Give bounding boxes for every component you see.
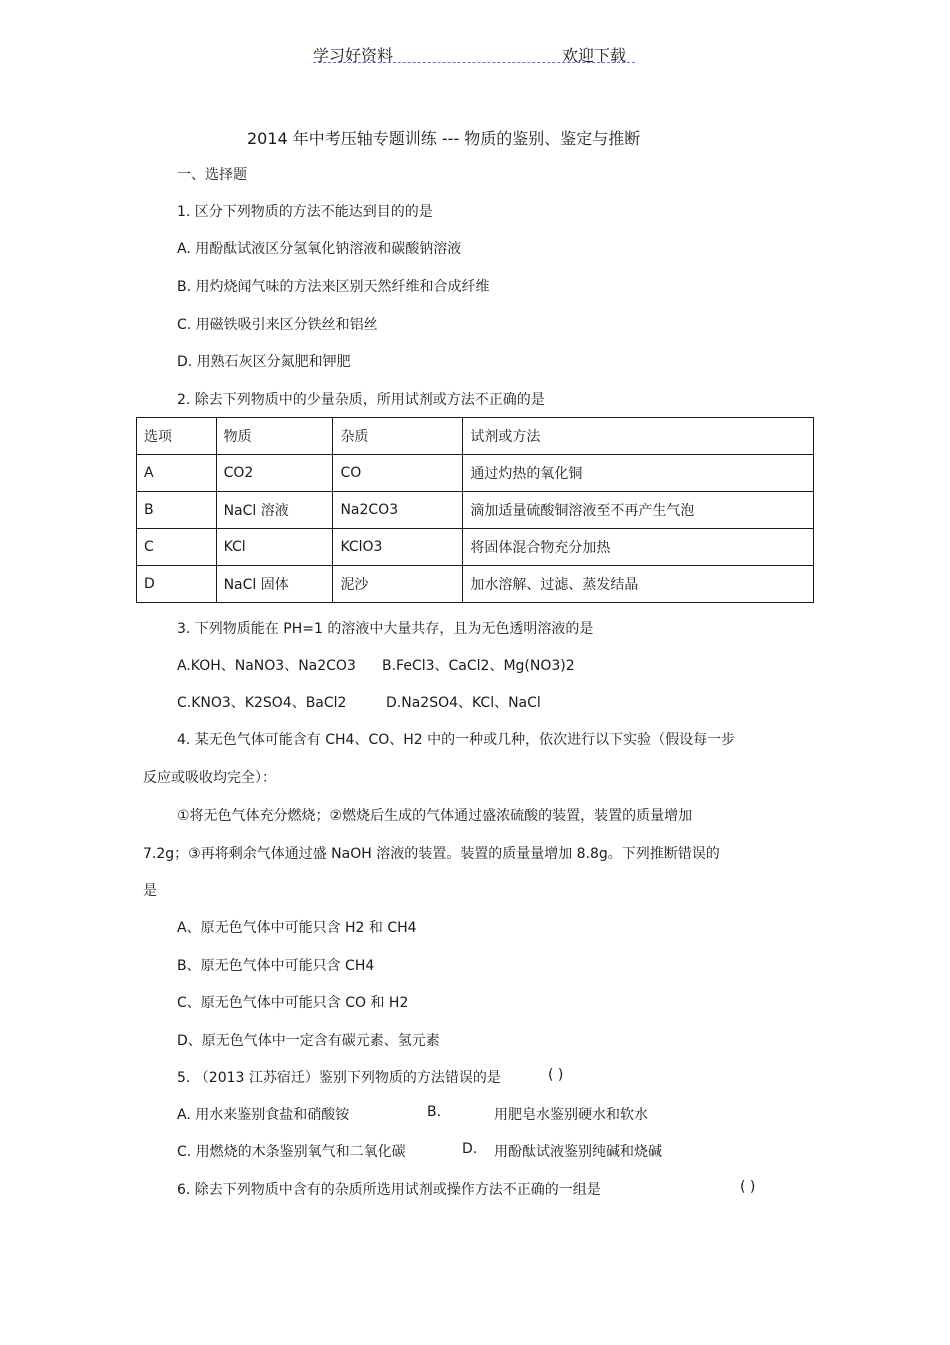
header-divider (313, 62, 635, 63)
q5-answer-paren: ( ) (548, 1067, 564, 1083)
q4-stem-line1: 4. 某无色气体可能含有 CH4、CO、H2 中的一种或几种，依次进行以下实验（假设每一步 (177, 732, 736, 748)
q3-stem: 3. 下列物质能在 PH=1 的溶液中大量共存，且为无色透明溶液的是 (177, 621, 594, 637)
q6-answer-paren: ( ) (740, 1179, 756, 1195)
q1-option-b: B. 用灼烧闻气味的方法来区别天然纤维和合成纤维 (177, 279, 490, 295)
table-row (137, 492, 814, 529)
q1-option-a: A. 用酚酞试液区分氢氧化钠溶液和碳酸钠溶液 (177, 241, 462, 257)
table-cell: 将固体混合物充分加热 (463, 529, 814, 566)
q4-option-d: D、原无色气体中一定含有碳元素、氢元素 (177, 1033, 440, 1049)
table-header-row (137, 418, 814, 455)
q3-option-a: A.KOH、NaNO3、Na2CO3 (177, 658, 356, 674)
q1-stem: 1. 区分下列物质的方法不能达到目的的是 (177, 204, 433, 220)
table-cell: D (137, 566, 217, 603)
table-header-cell: 物质 (216, 418, 333, 455)
table-cell: 泥沙 (333, 566, 463, 603)
q1-option-c: C. 用磁铁吸引来区分铁丝和铝丝 (177, 317, 378, 333)
q5-option-c: C. 用燃烧的木条鉴别氧气和二氧化碳 (177, 1144, 406, 1160)
q5-option-d-letter: D. (462, 1141, 478, 1157)
q3-option-c: C.KNO3、K2SO4、BaCl2 (177, 695, 347, 711)
q2-stem: 2. 除去下列物质中的少量杂质，所用试剂或方法不正确的是 (177, 392, 545, 408)
q5-option-d: 用酚酞试液鉴别纯碱和烧碱 (494, 1144, 662, 1160)
header-left: 学习好资料 (313, 46, 394, 65)
table-cell: 加水溶解、过滤、蒸发结晶 (463, 566, 814, 603)
page-title: 2014 年中考压轴专题训练 --- 物质的鉴别、鉴定与推断 (247, 129, 641, 148)
table-cell: A (137, 455, 217, 492)
table-cell: CO (333, 455, 463, 492)
section-heading: 一、选择题 (177, 167, 247, 183)
q2-table (136, 417, 814, 603)
table-row (137, 455, 814, 492)
header-right: 欢迎下载 (562, 46, 627, 65)
table-header-cell: 选项 (137, 418, 217, 455)
table-cell: NaCl 固体 (216, 566, 333, 603)
q6-stem: 6. 除去下列物质中含有的杂质所选用试剂或操作方法不正确的一组是 (177, 1182, 601, 1198)
q4-option-c: C、原无色气体中可能只含 CO 和 H2 (177, 995, 409, 1011)
q5-option-b: 用肥皂水鉴别硬水和软水 (494, 1107, 648, 1123)
q4-body-line1: ①将无色气体充分燃烧；②燃烧后生成的气体通过盛浓硫酸的装置，装置的质量增加 (177, 808, 693, 824)
table-cell: KCl (216, 529, 333, 566)
q4-body-line3: 是 (143, 883, 157, 899)
q4-option-a: A、原无色气体中可能只含 H2 和 CH4 (177, 920, 417, 936)
q4-option-b: B、原无色气体中可能只含 CH4 (177, 958, 375, 974)
table-cell: NaCl 溶液 (216, 492, 333, 529)
table-cell: C (137, 529, 217, 566)
table-cell: 滴加适量硫酸铜溶液至不再产生气泡 (463, 492, 814, 529)
table-cell: KClO3 (333, 529, 463, 566)
q4-body-line2: 7.2g；③再将剩余气体通过盛 NaOH 溶液的装置。装置的质量量增加 8.8g。下列推断错误的 (143, 846, 720, 862)
q3-option-d: D.Na2SO4、KCl、NaCl (386, 695, 541, 711)
table-header-cell: 试剂或方法 (463, 418, 814, 455)
q3-option-b: B.FeCl3、CaCl2、Mg(NO3)2 (382, 658, 575, 674)
table-cell: 通过灼热的氧化铜 (463, 455, 814, 492)
table-header-cell: 杂质 (333, 418, 463, 455)
q5-option-b-letter: B. (427, 1104, 442, 1120)
table-row (137, 529, 814, 566)
q4-stem-line2: 反应或吸收均完全）： (143, 770, 276, 786)
q1-option-d: D. 用熟石灰区分氮肥和钾肥 (177, 354, 351, 370)
table-cell: B (137, 492, 217, 529)
table-row (137, 566, 814, 603)
q5-option-a: A. 用水来鉴别食盐和硝酸铵 (177, 1107, 350, 1123)
table-cell: CO2 (216, 455, 333, 492)
q5-stem: 5. （2013 江苏宿迁）鉴别下列物质的方法错误的是 (177, 1070, 501, 1086)
table-cell: Na2CO3 (333, 492, 463, 529)
